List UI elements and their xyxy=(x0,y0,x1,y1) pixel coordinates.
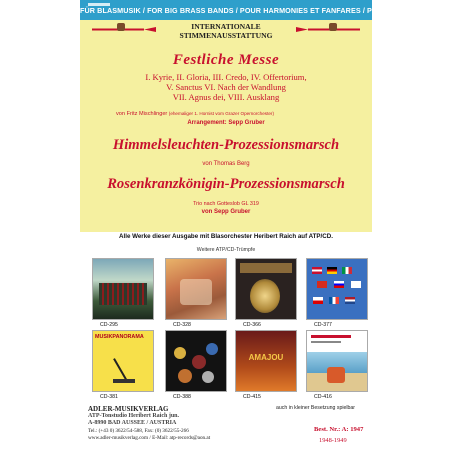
cd-card[interactable] xyxy=(92,330,154,400)
work-3-title: Rosenkranzkönigin-Prozessionsmarsch xyxy=(107,176,345,192)
order-number: Best. Nr.: A: 1947 xyxy=(314,426,364,433)
cd-code: CD-415 xyxy=(243,394,261,400)
work-1-composer xyxy=(116,111,274,117)
publisher-address: A-8990 BAD AUSSEE / AUSTRIA xyxy=(88,420,177,427)
cd-code: CD-328 xyxy=(173,322,191,328)
cd-cover-image xyxy=(92,330,154,392)
cd-code: CD-381 xyxy=(100,394,118,400)
cd-card[interactable] xyxy=(235,330,297,400)
category-banner xyxy=(80,0,411,20)
cd-card[interactable] xyxy=(306,258,368,328)
cd-cover-title: AMAJOU xyxy=(248,353,284,362)
cd-cover-image xyxy=(306,258,368,320)
edition-years: 1948-1949 xyxy=(319,437,347,444)
cd-card[interactable] xyxy=(165,258,227,328)
work-3-composer: von Sepp Gruber xyxy=(201,209,251,215)
small-band-note: auch in kleiner Besetzung spielbar xyxy=(276,405,356,411)
cd-card[interactable] xyxy=(165,330,227,400)
header-line-1: INTERNATIONALE xyxy=(191,22,261,31)
cd-code: CD-377 xyxy=(314,322,332,328)
publisher-block xyxy=(88,406,248,442)
banner-ornament xyxy=(88,3,110,6)
publisher-studio: ATP-Tonstudio Heribert Raich jun. xyxy=(88,413,180,420)
work-1-movements xyxy=(80,72,372,102)
composer-name: von Fritz Mischlinger xyxy=(116,111,168,117)
publisher-name: ADLER-MUSIKVERLAG xyxy=(88,405,169,413)
header-line-2: STIMMENAUSSTATTUNG xyxy=(179,31,273,40)
work-2-title: Himmelsleuchten-Prozessionsmarsch xyxy=(112,137,340,153)
cd-code: CD-388 xyxy=(173,394,191,400)
work-1-arrangement: Arrangement: Sepp Gruber xyxy=(187,120,265,126)
publisher-phone: Tel.: (+43 0) 3622/54-588, Fax: (0) 3622/55-266 xyxy=(88,427,189,434)
work-1-title: Festliche Messe xyxy=(172,52,280,68)
cd-code: CD-295 xyxy=(100,322,118,328)
cd-card[interactable] xyxy=(92,258,154,328)
cd-cover-image xyxy=(235,258,297,320)
movement-line: V. Sanctus VI. Nach der Wandlung xyxy=(166,82,286,92)
cd-code: CD-366 xyxy=(243,322,261,328)
work-3-trio: Trio nach Gotteslob GL 319 xyxy=(193,201,259,207)
cd-section-headline: Alle Werke dieser Ausgabe mit Blasorchester Heribert Raich auf ATP/CD. xyxy=(119,233,333,240)
cd-cover-image xyxy=(306,330,368,392)
cd-section-subtitle: Weitere ATP/CD-Trümpfe xyxy=(196,247,256,253)
cd-cover-title: MUSIKPANORAMA xyxy=(95,334,144,340)
cd-cover-image xyxy=(165,330,227,392)
movement-line: VII. Agnus dei, VIII. Ausklang xyxy=(172,92,280,102)
cd-card[interactable] xyxy=(306,330,368,400)
cd-cover-image xyxy=(92,258,154,320)
cd-card[interactable] xyxy=(235,258,297,328)
publisher-web: www.adler-musikverlag.com / E-Mail: atp-records@aon.at xyxy=(88,434,211,441)
cd-code: CD-416 xyxy=(314,394,332,400)
work-2-composer: von Thomas Berg xyxy=(202,161,250,167)
movement-line: I. Kyrie, II. Gloria, III. Credo, IV. Offertorium, xyxy=(145,72,307,82)
cd-cover-image xyxy=(235,330,297,392)
composer-note: (ehemaliger 1. Hornist vom Grazer Opernorchester) xyxy=(168,111,274,116)
category-banner-text: FÜR BLASMUSIK / FOR BIG BRASS BANDS / POUR HARMONIES ET FANFARES / PER BANDA xyxy=(80,6,411,15)
cd-cover-image xyxy=(165,258,227,320)
